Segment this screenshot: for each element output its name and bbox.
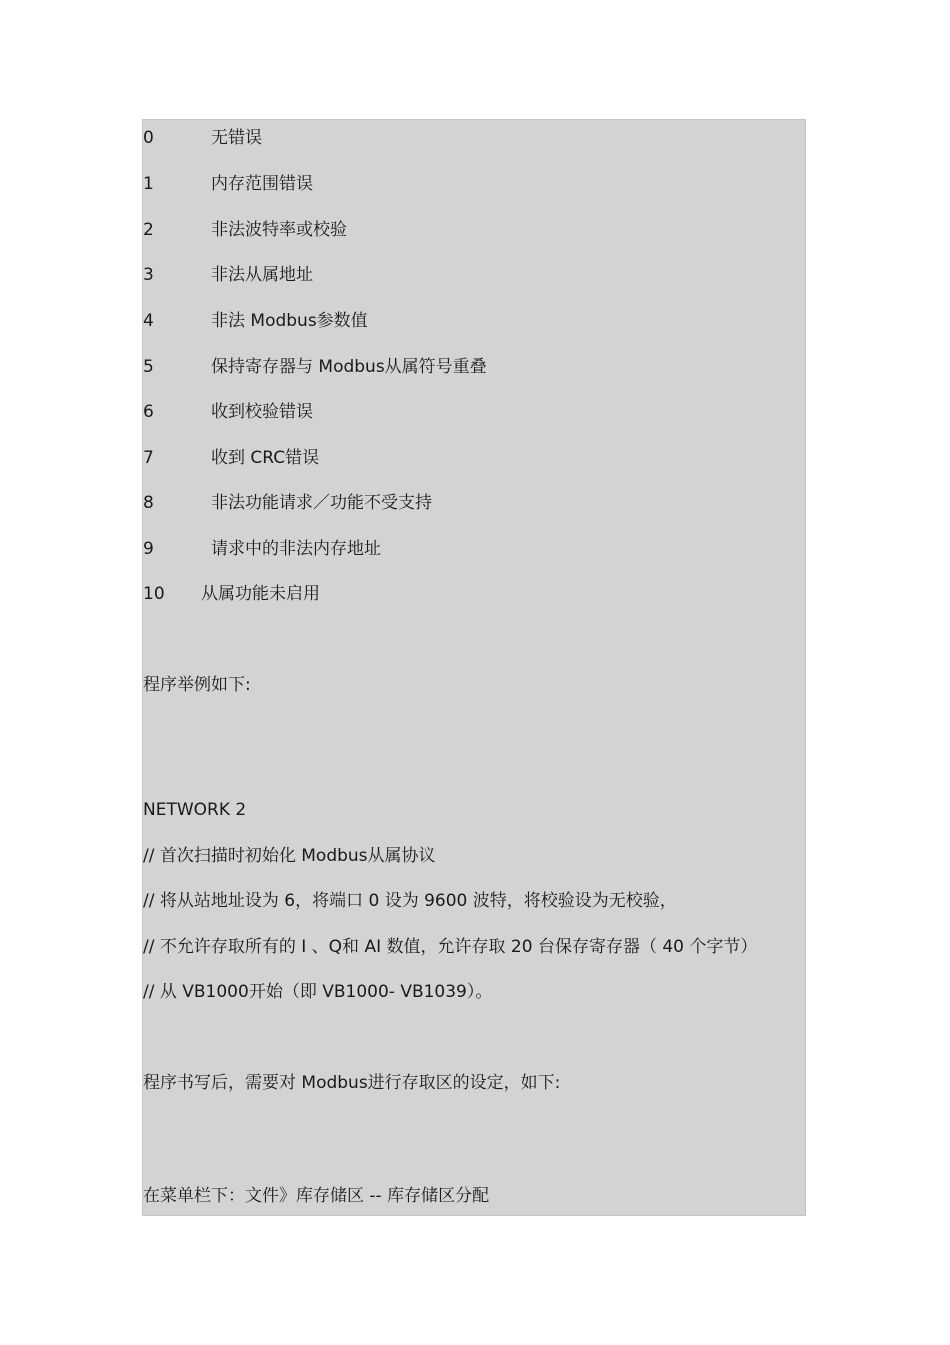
document-panel [142, 119, 806, 1216]
error-code: 9 [143, 539, 154, 559]
code-comment-text: // 不允许存取所有的 I 、Q和 AI 数值，允许存取 20 台保存寄存器（ 40 个字节） [143, 937, 758, 957]
code-comment-text: // 从 VB1000开始（即 VB1000- VB1039）。 [143, 982, 493, 1002]
error-code: 7 [143, 448, 154, 468]
after-program-text: 程序书写后，需要对 Modbus进行存取区的设定，如下: [143, 1073, 561, 1093]
error-description: 非法功能请求／功能不受支持 [211, 493, 432, 513]
error-code: 0 [143, 128, 154, 148]
error-code: 2 [143, 220, 154, 240]
error-description: 非法 Modbus参数值 [211, 311, 368, 331]
error-code: 10 [143, 584, 165, 604]
error-code: 4 [143, 311, 154, 331]
error-code: 1 [143, 174, 154, 194]
example-heading-text: 程序举例如下: [143, 675, 251, 695]
error-description: 收到校验错误 [211, 402, 313, 422]
network-label-text: NETWORK 2 [143, 800, 247, 820]
error-code: 6 [143, 402, 154, 422]
error-code: 5 [143, 357, 154, 377]
error-code: 3 [143, 265, 154, 285]
error-description: 请求中的非法内存地址 [211, 539, 381, 559]
error-description: 收到 CRC错误 [211, 448, 320, 468]
error-description: 保持寄存器与 Modbus从属符号重叠 [211, 357, 487, 377]
error-description: 从属功能未启用 [201, 584, 320, 604]
error-description: 内存范围错误 [211, 174, 313, 194]
menu-path-text: 在菜单栏下：文件》库存储区 -- 库存储区分配 [143, 1186, 490, 1206]
error-code: 8 [143, 493, 154, 513]
error-description: 非法从属地址 [211, 265, 313, 285]
code-comment-text: // 将从站地址设为 6，将端口 0 设为 9600 波特，将校验设为无校验， [143, 891, 677, 911]
error-description: 无错误 [211, 128, 262, 148]
code-comment-text: // 首次扫描时初始化 Modbus从属协议 [143, 846, 436, 866]
error-description: 非法波特率或校验 [211, 220, 347, 240]
